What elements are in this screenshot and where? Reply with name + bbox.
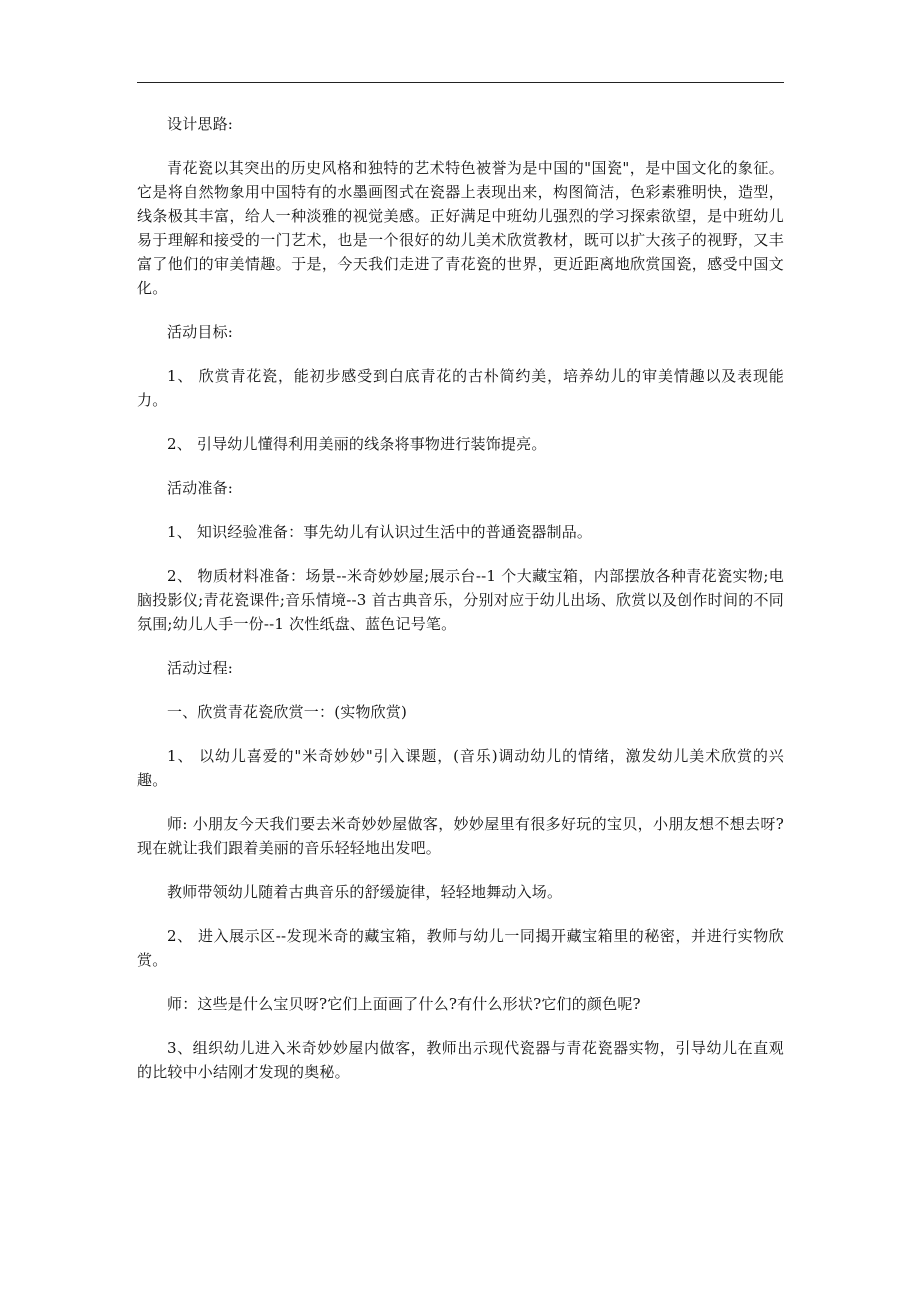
heading-activity-process: 活动过程: (167, 659, 234, 677)
process-step-3: 3、组织幼儿进入米奇妙妙屋内做客，教师出示现代瓷器与青花瓷器实物，引导幼儿在直观的比较中小结刚才发现的奥秘。 (137, 1039, 784, 1081)
heading-design-idea: 设计思路: (167, 115, 234, 133)
teacher-dialogue-2: 师：这些是什么宝贝呀?它们上面画了什么?有什么形状?它们的颜色呢? (167, 995, 641, 1013)
document-body (137, 112, 784, 1084)
goal-item-2: 2、 引导幼儿懂得利用美丽的线条将事物进行装饰提亮。 (167, 435, 547, 453)
teacher-action: 教师带领幼儿随着古典音乐的舒缓旋律，轻轻地舞动入场。 (167, 883, 563, 901)
preparation-item-2: 2、 物质材料准备：场景--米奇妙妙屋;展示台--1 个大藏宝箱，内部摆放各种青花瓷实物;电脑投影仪;青花瓷课件;音乐情境--3 首古典音乐，分别对应于幼儿出场、欣赏以及创作时间的不同氛围;幼儿人手一份--1 次性纸盘、蓝色记号笔。 (137, 567, 784, 633)
header-divider (137, 82, 784, 83)
process-step-1: 1、 以幼儿喜爱的"米奇妙妙"引入课题，(音乐)调动幼儿的情绪，激发幼儿美术欣赏的兴趣。 (137, 747, 784, 789)
heading-activity-goals: 活动目标: (167, 323, 234, 341)
paragraph-intro: 青花瓷以其突出的历史风格和独特的艺术特色被誉为是中国的"国瓷"，是中国文化的象征。它是将自然物象用中国特有的水墨画图式在瓷器上表现出来，构图简洁，色彩素雅明快，造型，线条极其丰富，给人一种淡雅的视觉美感。正好满足中班幼儿强烈的学习探索欲望，是中班幼儿易于理解和接受的一门艺术，也是一个很好的幼儿美术欣赏教材，既可以扩大孩子的视野，又丰富了他们的审美情趣。于是，今天我们走进了青花瓷的世界，更近距离地欣赏国瓷，感受中国文化。 (137, 159, 784, 297)
preparation-item-1: 1、 知识经验准备：事先幼儿有认识过生活中的普通瓷器制品。 (167, 523, 593, 541)
process-section-1: 一、欣赏青花瓷欣赏一：(实物欣赏) (167, 703, 408, 721)
teacher-dialogue-1: 师: 小朋友今天我们要去米奇妙妙屋做客，妙妙屋里有很多好玩的宝贝，小朋友想不想去呀?现在就让我们跟着美丽的音乐轻轻地出发吧。 (137, 815, 784, 857)
goal-item-1: 1、 欣赏青花瓷，能初步感受到白底青花的古朴简约美，培养幼儿的审美情趣以及表现能力。 (137, 367, 784, 409)
process-step-2: 2、 进入展示区--发现米奇的藏宝箱，教师与幼儿一同揭开藏宝箱里的秘密，并进行实物欣赏。 (137, 927, 784, 969)
heading-activity-preparation: 活动准备: (167, 479, 234, 497)
